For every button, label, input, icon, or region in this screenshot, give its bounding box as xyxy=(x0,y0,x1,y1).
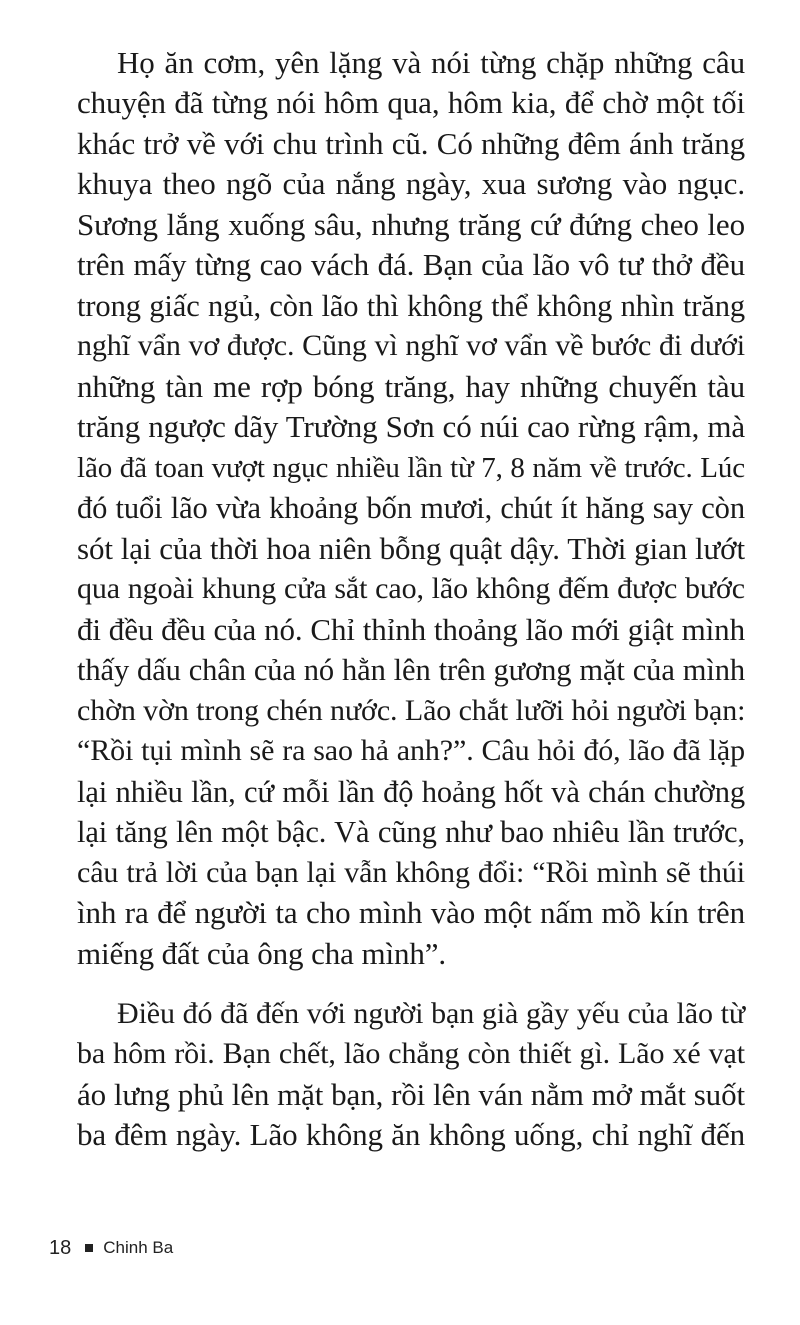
square-bullet-icon xyxy=(85,1244,93,1252)
text-line: lại tăng lên một bậc. Và cũng như bao nhiêu lần trước, xyxy=(77,815,745,849)
text-line: Sương lắng xuống sâu, nhưng trăng cứ đứng cheo leo xyxy=(77,207,745,242)
text-line: trên mấy từng cao vách đá. Bạn của lão vô tư thở đều xyxy=(77,247,745,282)
text-line: đi đều đều của nó. Chỉ thỉnh thoảng lão mới giật mình xyxy=(77,612,745,647)
text-line: Điều đó đã đến với người bạn già gầy yếu của lão từ xyxy=(117,997,745,1030)
text-line: chuyện đã từng nói hôm qua, hôm kia, để chờ một tối xyxy=(77,85,745,120)
text-line: “Rồi tụi mình sẽ ra sao hả anh?”. Câu hỏi đó, lão đã lặp xyxy=(77,734,745,767)
text-line: câu trả lời của bạn lại vẫn không đổi: “Rồi mình sẽ thúi xyxy=(77,856,745,889)
text-line: đó tuổi lão vừa khoảng bốn mươi, chút ít hăng say còn xyxy=(77,491,745,525)
text-line: những tàn me rợp bóng trăng, hay những chuyến tàu xyxy=(77,369,745,404)
running-title: Chinh Ba xyxy=(103,1238,174,1257)
text-line: qua ngoài khung cửa sắt cao, lão không đếm được bước xyxy=(77,572,745,605)
text-line: trong giấc ngủ, còn lão thì không thể không nhìn trăng xyxy=(77,289,745,323)
text-line: Họ ăn cơm, yên lặng và nói từng chặp những câu xyxy=(117,45,745,80)
text-line: ình ra để người ta cho mình vào một nấm mồ kín trên xyxy=(77,895,745,930)
text-line: chờn vờn trong chén nước. Lão chắt lưỡi hỏi người bạn: xyxy=(77,694,746,727)
text-line: trăng ngược dãy Trường Sơn có núi cao rừng rậm, mà xyxy=(77,409,745,444)
page-number: 18 xyxy=(49,1236,72,1259)
text-line: khuya theo ngõ của nắng ngày, xua sương vào ngục. xyxy=(77,166,745,201)
text-line: khác trở về với chu trình cũ. Có những đêm ánh trăng xyxy=(77,126,745,161)
text-line: áo lưng phủ lên mặt bạn, rồi lên ván nằm mở mắt suốt xyxy=(77,1077,745,1112)
text-line: nghĩ vẩn vơ được. Cũng vì nghĩ vơ vẩn về bước đi dưới xyxy=(77,329,745,362)
text-line: lại nhiều lần, cứ mỗi lần độ hoảng hốt và chán chường xyxy=(77,775,745,809)
page-footer xyxy=(49,1235,173,1261)
text-line: thấy dấu chân của nó hằn lên trên gương mặt của mình xyxy=(77,653,745,687)
text-line: ba hôm rồi. Bạn chết, lão chẳng còn thiết gì. Lão xé vạt xyxy=(77,1037,745,1070)
text-line: ba đêm ngày. Lão không ăn không uống, chỉ nghĩ đến xyxy=(77,1117,745,1152)
text-line: sót lại của thời hoa niên bỗng quật dậy. Thời gian lướt xyxy=(77,531,745,566)
text-line: lão đã toan vượt ngục nhiều lần từ 7, 8 năm về trước. Lúc xyxy=(77,452,745,484)
text-line: miếng đất của ông cha mình”. xyxy=(77,936,447,971)
